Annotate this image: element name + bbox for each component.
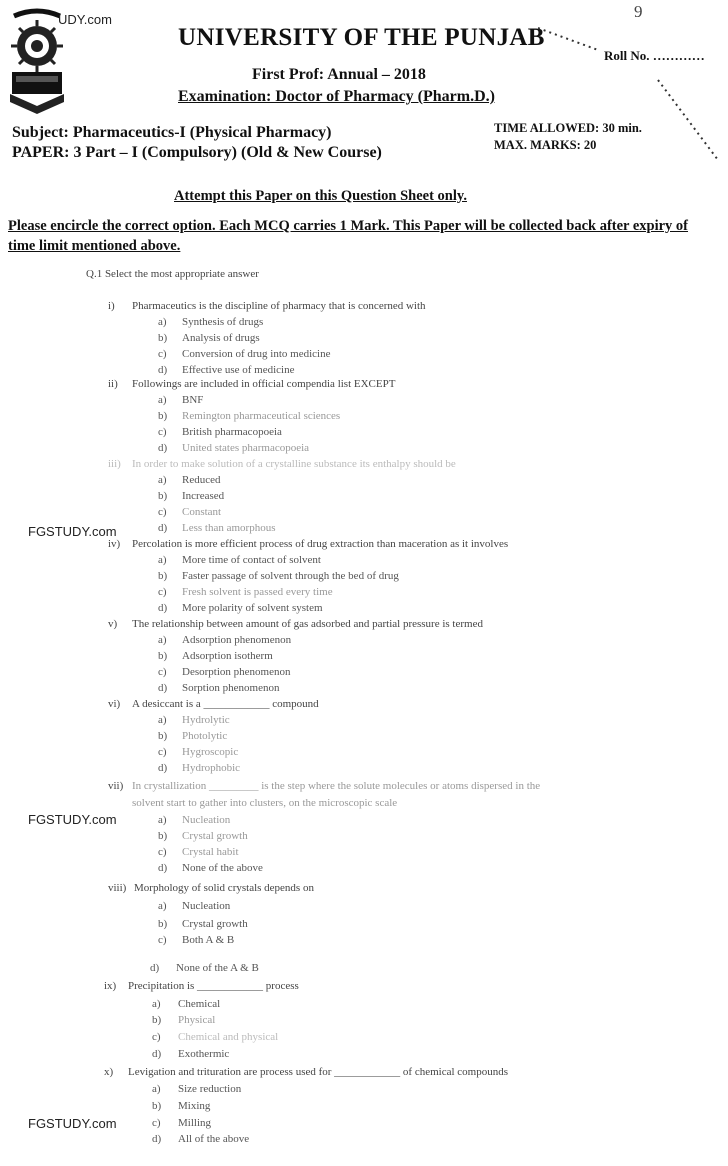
question-text: The relationship between amount of gas adsorbed and partial pressure is termed xyxy=(132,618,483,630)
option-text: Physical xyxy=(178,1014,216,1026)
university-title: UNIVERSITY OF THE PUNJAB xyxy=(178,24,545,51)
option-text: BNF xyxy=(182,394,204,406)
question-number: ii) xyxy=(108,378,118,390)
option-text: Conversion of drug into medicine xyxy=(182,348,331,360)
option-text: Chemical and physical xyxy=(178,1031,279,1043)
paper-line: PAPER: 3 Part – I (Compulsory) (Old & New Course) xyxy=(12,144,382,161)
option-letter: c) xyxy=(152,1031,161,1043)
option-letter: c) xyxy=(158,426,167,438)
option-text: Less than amorphous xyxy=(182,522,276,534)
option-text: Sorption phenomenon xyxy=(182,682,280,694)
question-text: Morphology of solid crystals depends on xyxy=(134,882,314,894)
option-text: Milling xyxy=(178,1117,212,1129)
option-letter: a) xyxy=(158,900,167,912)
question-number: i) xyxy=(108,300,115,312)
option-letter: d) xyxy=(152,1048,162,1060)
question-text: Pharmaceutics is the discipline of pharmacy that is concerned with xyxy=(132,300,426,312)
option-letter: d) xyxy=(158,442,168,454)
watermark: FGSTUDY.com xyxy=(28,524,117,539)
option-text: More time of contact of solvent xyxy=(182,554,321,566)
option-letter: a) xyxy=(158,474,167,486)
subject-line: Subject: Pharmaceutics-I (Physical Pharmacy) xyxy=(12,124,332,141)
option-text: United states pharmacopoeia xyxy=(182,442,310,454)
examination-title: Examination: Doctor of Pharmacy (Pharm.D.) xyxy=(178,88,495,105)
option-text: Reduced xyxy=(182,474,221,486)
option-letter: b) xyxy=(152,1014,162,1026)
option-letter: c) xyxy=(158,934,167,946)
question-number: v) xyxy=(108,618,118,630)
option-letter: d) xyxy=(158,762,168,774)
question-text-continued: solvent start to gather into clusters, on the microscopic scale xyxy=(132,797,398,809)
page-number: 9 xyxy=(634,2,643,21)
option-letter: a) xyxy=(158,714,167,726)
roll-number-field: Roll No. ………… xyxy=(604,48,705,63)
exam-session: First Prof: Annual – 2018 xyxy=(252,66,426,83)
option-text: Adsorption isotherm xyxy=(182,650,273,662)
option-text: Adsorption phenomenon xyxy=(182,634,292,646)
option-letter: a) xyxy=(158,814,167,826)
option-text: Synthesis of drugs xyxy=(182,316,264,328)
option-letter: b) xyxy=(158,570,168,582)
watermark: FGSTUDY.com xyxy=(28,812,117,827)
option-text: All of the above xyxy=(178,1133,250,1145)
option-letter: d) xyxy=(158,364,168,376)
question-number: ix) xyxy=(104,980,117,992)
option-text: Crystal growth xyxy=(182,918,248,930)
option-text: Mixing xyxy=(178,1100,211,1112)
encircle-instruction: Please encircle the correct option. Each MCQ carries 1 Mark. This Paper will be collected back after expiry of time limit mentioned above. xyxy=(8,218,689,254)
option-letter: b) xyxy=(158,490,168,502)
option-letter: b) xyxy=(158,918,168,930)
watermark: FGSTUDY.com xyxy=(28,1116,117,1131)
option-text: None of the above xyxy=(182,862,263,874)
time-allowed: TIME ALLOWED: 30 min. xyxy=(494,121,642,135)
option-letter: a) xyxy=(158,394,167,406)
question-text: In order to make solution of a crystalline substance its enthalpy should be xyxy=(132,458,456,470)
option-letter: d) xyxy=(158,862,168,874)
question-text: Percolation is more efficient process of drug extraction than maceration as it involves xyxy=(132,538,509,550)
option-text: Fresh solvent is passed every time xyxy=(182,586,333,598)
option-letter: c) xyxy=(158,666,167,678)
option-text: Faster passage of solvent through the bed of drug xyxy=(182,570,399,582)
question-number: vi) xyxy=(108,698,121,710)
option-text: None of the A & B xyxy=(176,962,259,974)
option-letter: d) xyxy=(158,682,168,694)
question-number: x) xyxy=(104,1066,114,1078)
option-text: Remington pharmaceutical sciences xyxy=(182,410,341,422)
option-text: Desorption phenomenon xyxy=(182,666,291,678)
option-letter: d) xyxy=(158,602,168,614)
question-heading: Q.1 Select the most appropriate answer xyxy=(86,268,259,280)
question-text: Followings are included in official compendia list EXCEPT xyxy=(132,378,396,390)
option-letter: b) xyxy=(158,332,168,344)
option-letter: c) xyxy=(158,506,167,518)
question-number: vii) xyxy=(108,780,124,792)
option-text: British pharmacopoeia xyxy=(182,426,282,438)
option-text: Crystal habit xyxy=(182,846,239,858)
option-text: Size reduction xyxy=(178,1083,242,1095)
question-number: viii) xyxy=(108,882,127,894)
option-text: Increased xyxy=(182,490,225,502)
option-text: Crystal growth xyxy=(182,830,248,842)
option-text: More polarity of solvent system xyxy=(182,602,323,614)
max-marks: MAX. MARKS: 20 xyxy=(494,138,597,152)
question-text: In crystallization _________ is the step where the solute molecules or atoms dispersed in the xyxy=(132,780,541,792)
option-letter: c) xyxy=(158,846,167,858)
option-text: Exothermic xyxy=(178,1048,230,1060)
option-letter: c) xyxy=(158,746,167,758)
attempt-instruction: Attempt this Paper on this Question Sheet only. xyxy=(174,188,467,204)
question-number: iv) xyxy=(108,538,121,550)
option-text: Hydrophobic xyxy=(182,762,241,774)
option-letter: a) xyxy=(152,1083,161,1095)
option-letter: b) xyxy=(158,730,168,742)
option-letter: a) xyxy=(152,998,161,1010)
option-letter: d) xyxy=(150,962,160,974)
option-text: Analysis of drugs xyxy=(182,332,260,344)
option-letter: b) xyxy=(158,830,168,842)
option-text: Hydrolytic xyxy=(182,714,230,726)
option-letter: b) xyxy=(158,410,168,422)
option-letter: d) xyxy=(152,1133,162,1145)
option-text: Chemical xyxy=(178,998,221,1010)
option-letter: a) xyxy=(158,316,167,328)
question-number: iii) xyxy=(108,458,121,470)
option-text: Effective use of medicine xyxy=(182,364,295,376)
option-text: Photolytic xyxy=(182,730,228,742)
option-letter: b) xyxy=(152,1100,162,1112)
option-text: Hygroscopic xyxy=(182,746,239,758)
option-letter: a) xyxy=(158,634,167,646)
option-text: Nucleation xyxy=(182,900,231,912)
option-letter: b) xyxy=(158,650,168,662)
option-text: Nucleation xyxy=(182,814,231,826)
option-letter: c) xyxy=(158,348,167,360)
option-letter: c) xyxy=(152,1117,161,1129)
watermark-top: UDY.com xyxy=(58,12,112,27)
option-letter: a) xyxy=(158,554,167,566)
question-text: Levigation and trituration are process used for ____________ of chemical compounds xyxy=(128,1066,509,1078)
question-text: Precipitation is ____________ process xyxy=(128,980,299,992)
option-letter: d) xyxy=(158,522,168,534)
option-text: Both A & B xyxy=(182,934,235,946)
option-letter: c) xyxy=(158,586,167,598)
option-text: Constant xyxy=(182,506,222,518)
question-text: A desiccant is a ____________ compound xyxy=(132,698,319,710)
